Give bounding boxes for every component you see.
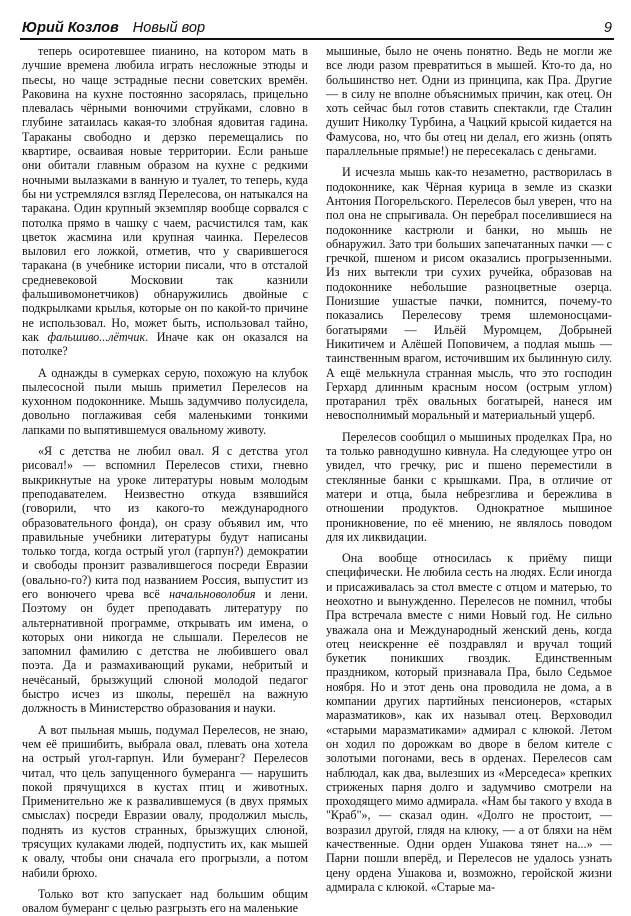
paragraph [326,551,612,894]
left-column [22,44,309,916]
italic-phrase: начальноволобия [169,586,256,601]
paragraph-text: А вот пыльная мышь, подумал Перелесов, не знаю, чем её пришибить, выбрала овал, плевать она хотела на острый угол-гарпун. Или бумеранг? Перелесов читал, что цель запущенного бумеранга — нарушить покой прячущихся в кустах птиц и животных. Применительно же к развалившемуся (в двух прямых смыслах) посреди Евразии овалу, продолжил мысль, поднять из кустов странных, брызжущих слюной, трясущих кулаками людей, подпустить их, как мышей к овалу, чтобы они сначала его прогрызли, а потом набили брюхо. [22,722,308,880]
paragraph-text-after: и лени. Поэтому он будет преподавать литературу по альтернативной программе, открывать им имена, о которых они никогда не слышали. Перелесов не запомнил фамилию с детства не любившего овал поэта. Да и размахивающий руками, небритый и нечёсаный, брызжущий слюной молодой педагог быстро исчез из школы, перешёл на важную должность в Министерство образования и науки. [22,586,309,716]
paragraph [22,887,308,916]
right-column [326,44,612,894]
paragraph-text: Она вообще относилась к приёму пищи специфически. Не любила сесть на людях. Если иногда и присаживалась за стол вместе с отцом и матерью, то неохотно и вынужденно. Перелесов не помнил, чтобы Пра встречала вместе с ними Новый год. Не сильно уважала она и Международный женский день, когда отец неискренне её поздравлял и вручал тощий букетик поникших гвоздик. Единственным праздником, который признавала Пра, было Седьмое ноября. Но и этот день она проводила не дома, а в компании других партийных пенсионеров, «старых маразматиков», как их называл отец. Верховодил «старыми маразматиками» адмирал с клюкой. Летом он ходил по дорожкам во дворе в белом кителе с золотыми погонами, весь в орденах. Перелесов сам наблюдал, как два, вылезших из «Мерседеса» крепких стриженых парня долго и задумчиво смотрели на проходящего мимо адмирала. «Нам бы такого у входа в "Краб"», — сказал один. «Долго не простоит, — возразил другой, глядя на клюку, — а от бляхи на нём качественные. Одни орден Ушакова тянет на...» — Парни пошли вперёд, и Перелесов не удалось узнать цену ордена Ушакова и, возможно, геройской жизни адмирала с клюкой. «Старые ма- [326,551,612,894]
paragraph-text: Перелесов сообщил о мышиных проделках Пра, но та только равнодушно кивнула. На следующее утро он увидел, что гречку, рис и пшено переместили в стеклянные банки с крышками. Пра, в отличие от матери и отца, была небрезглива и бережлива в отношении продуктов. Однократное мышиное проникновение, по её мнению, не являлось поводом для их ликвидации. [326,429,612,544]
paragraph [22,366,308,437]
paragraph [22,44,308,359]
paragraph [326,165,612,422]
paragraph-text: «Я с детства не любил овал. Я с детства угол рисовал!» — вспомнил Перелесов стихи, гневно выкрикнутые на уроке литературы новым молодым преподавателем. Неизвестно откуда взявшийся (говорили, что из какого-то международного образовательного фонда), он сразу объявил им, что правильные учебники литературы будут написаны только тогда, когда острый угол (гарпун?) демократии и свободы пронзит развалившегося посреди Евразии (овально-го?) кита под названием Россия, выпустит из его вонючего чрева всё [22,444,308,601]
author-name: Юрий Козлов [22,20,119,36]
paragraph-text: А однажды в сумерках серую, похожую на клубок пылесосной пыли мышь приметил Перелесов на кухонном подоконнике. Мышь задумчиво полусидела, довольно поглаживая себя маленькими тонкими лапками по выпятившемуся овальному животу. [22,365,308,437]
paragraph [22,723,308,880]
header-rule [20,38,614,40]
work-title: Новый вор [132,20,206,36]
paragraph-text: теперь осиротевшее пианино, на котором мать в лучшие времена любила играть несложные этюды и пьесы, но чаще эстрадные песни советских времён. Раковина на кухне постоянно засорялась, прицельно плевалась чёрными вонючими струйками, словно в глубине затаилась какая-то злобная ядовитая гадина. Тараканы свободно и дерзко перемещались по квартире, осваивая новые территории. Если раньше они обитали главным образом на кухне с редкими ночными вылазками в ванную и туалет, то теперь, куда бы ни устремлялся взгляд Перелесова, он натыкался на таракана. Один крупный экземпляр вообще сорвался с потолка прямо в чашку с чаем, расчистился там, как цветок жасмина или крупная чаинка. Перелесов выловил его ложкой, отметив, что у сварившегося таракана (в учебнике истории писали, что в отсталой средневековой Московии так казнили фальшивомонетчиков) обнаружились двойные с подкрылками крылья, которые он по какой-то причине не использовал. Но, может быть, использовал тайно, как [22,44,308,344]
paragraph [326,430,612,544]
header-left [22,20,205,36]
paragraph-text: И исчезла мышь как-то незаметно, растворилась в подоконнике, как Чёрная курица в земле из сказки Антония Погорельского. Перелесов был уверен, что на пол она не спрыгивала. Он перебрал поселившиеся на подоконнике кастрюли и банки, но мышь не обнаружил. Зато три больших запечатанных пачки — с гречкой, пшеном и рисом оказались прогрызенными. Из них вытекли три сухих ручейка, образовав на подоконнике небольшие разноцветные озерца. Понизшие ушастые пачки, помнится, почему-то показались Перелесову тремя шлемоносцами-богатырями — Ильёй Муромцем, Добрыней Никитичем и Алёшей Поповичем, а подлая мышь — таинственным врагом, источившим их былинную силу. А ещё мелькнула странная мысль, что это господин Герхард длинным красным носом (острым углом) протаранил трёх овальных богатырей, нанеся им невосполнимый моральный и материальный ущерб. [326,165,612,423]
paragraph-text: Только вот кто запускает над большим общим овалом бумеранг с целью разгрызть его на маленькие [22,886,308,916]
page-number: 9 [603,20,612,36]
paragraph-text: мышиные, было не очень понятно. Ведь не могли же все люди разом превратиться в мышей. Кто-то да, но большинство нет. Одни из принципа, как Пра. Другие — в силу не вполне объяснимых причин, как отец. Он хоть сейчас был готов ставить спектакли, где Сталин душит Николку Турбина, а Чацкий крысой кидается на Фамусова, но, что бы отец ни делал, его жизнь (опять параллельные прямые!) не пересекалась с деньгами. [326,44,612,159]
running-header [22,14,612,36]
paragraph [22,444,308,716]
text-columns [22,44,612,916]
paragraph [326,44,612,158]
italic-phrase: фальшиво...лётчик [47,329,146,344]
paragraph-text-after: . Иначе как он оказался на потолке? [22,329,308,359]
